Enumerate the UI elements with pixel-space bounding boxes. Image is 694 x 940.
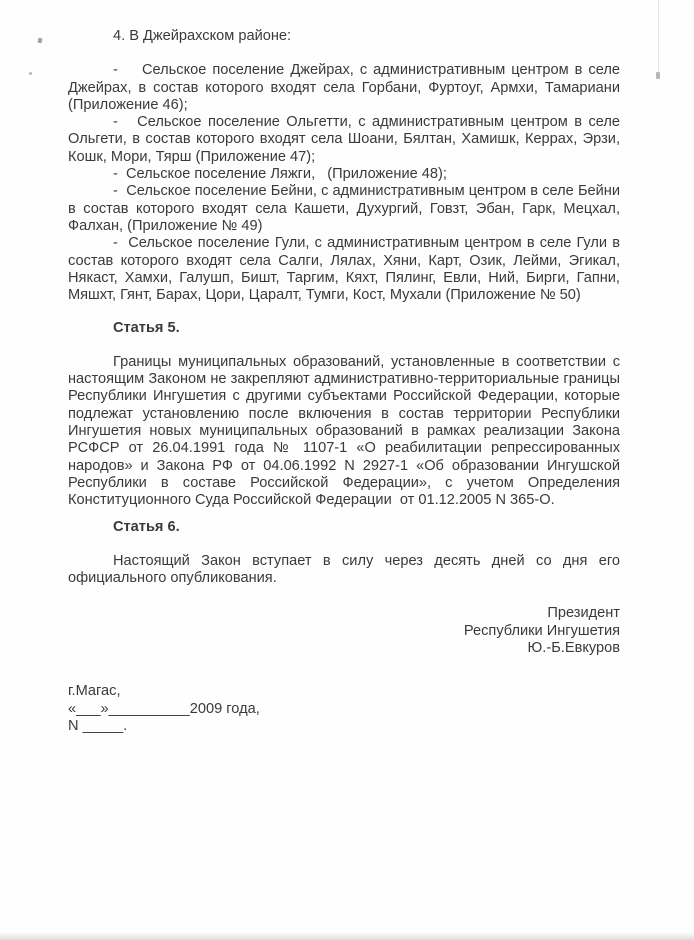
article-5-text: Границы муниципальных образований, установленные в соответствии с настоящим Законом не закрепляют административно-территориальные границы Республики Ингушетия с другими субъектами Российской Федерации, которые подлежат установлению после включения в состав территории Республики Ингушетия новых муниципальных образований в рамках реализации Закона РСФСР от 26.04.1991 года № 1107-1 «О реабилитации репрессированных народов» и Закона РФ от 04.06.1992 N 2927-1 «Об образовании Ингушской Республики в составе Российской Федерации», с учетом Определения Конституционного Суда Российской Федерации от 01.12.2005 N 365-О. <box>68 353 620 509</box>
article-5-heading: Статья 5. <box>113 320 180 337</box>
article-6-text: Настоящий Закон вступает в силу через десять дней со дня его официального опубликования. <box>68 552 620 587</box>
settlement-item-olgetti: - Сельское поселение Ольгетти, с административным центром в селе Ольгети, в состав которого входят села Шоани, Бялтан, Хамишк, Керрах, Эрзи, Кошк, Мори, Тярш (Приложение 47); <box>68 114 620 165</box>
footer-date: «___»__________2009 года, <box>68 700 260 717</box>
signature-name: Ю.-Б.Евкуров <box>527 639 620 656</box>
signature-block <box>68 605 620 657</box>
settlement-list <box>68 62 620 304</box>
footer-city: г.Магас, <box>68 683 121 700</box>
settlement-item-dzheyrakh: - Сельское поселение Джейрах, с административным центром в селе Джейрах, в состав которого входят села Горбани, Фуртоуг, Армхи, Тамариани (Приложение 46); <box>68 62 620 113</box>
footer-number: N _____. <box>68 717 128 734</box>
scan-artifact-line <box>658 0 659 72</box>
settlement-item-lyazhgi: - Сельское поселение Ляжги, (Приложение 48); <box>113 166 447 183</box>
section-heading: 4. В Джейрахском районе: <box>113 28 292 44</box>
scan-artifact-mark <box>656 72 660 79</box>
settlement-item-guli: - Сельское поселение Гули, с административным центром в селе Гули в состав которого входят села Салги, Лялах, Хяни, Карт, Озик, Лейми, Эгикал, Някаст, Хамхи, Галушп, Бишт, Таргим, Кяхт, Пялинг, Евли, Ний, Бирги, Гапни, Мяшхт, Гянт, Барах, Цори, Царалт, Тумги, Кост, Мухали (Приложение № 50) <box>68 235 620 304</box>
signature-title: Президент <box>547 605 620 622</box>
footer-block <box>68 683 620 735</box>
scan-artifact-speck <box>29 72 32 75</box>
signature-region: Республики Ингушетия <box>463 622 620 639</box>
page-edge-shadow <box>0 932 694 940</box>
article-6-heading: Статья 6. <box>113 519 180 536</box>
settlement-item-beyni: - Сельское поселение Бейни, с административным центром в селе Бейни в состав которого входят села Кашети, Духургий, Говзт, Эбан, Гарк, Мецхал, Фалхан, (Приложение № 49) <box>68 183 620 234</box>
scan-artifact-speck <box>38 38 43 44</box>
